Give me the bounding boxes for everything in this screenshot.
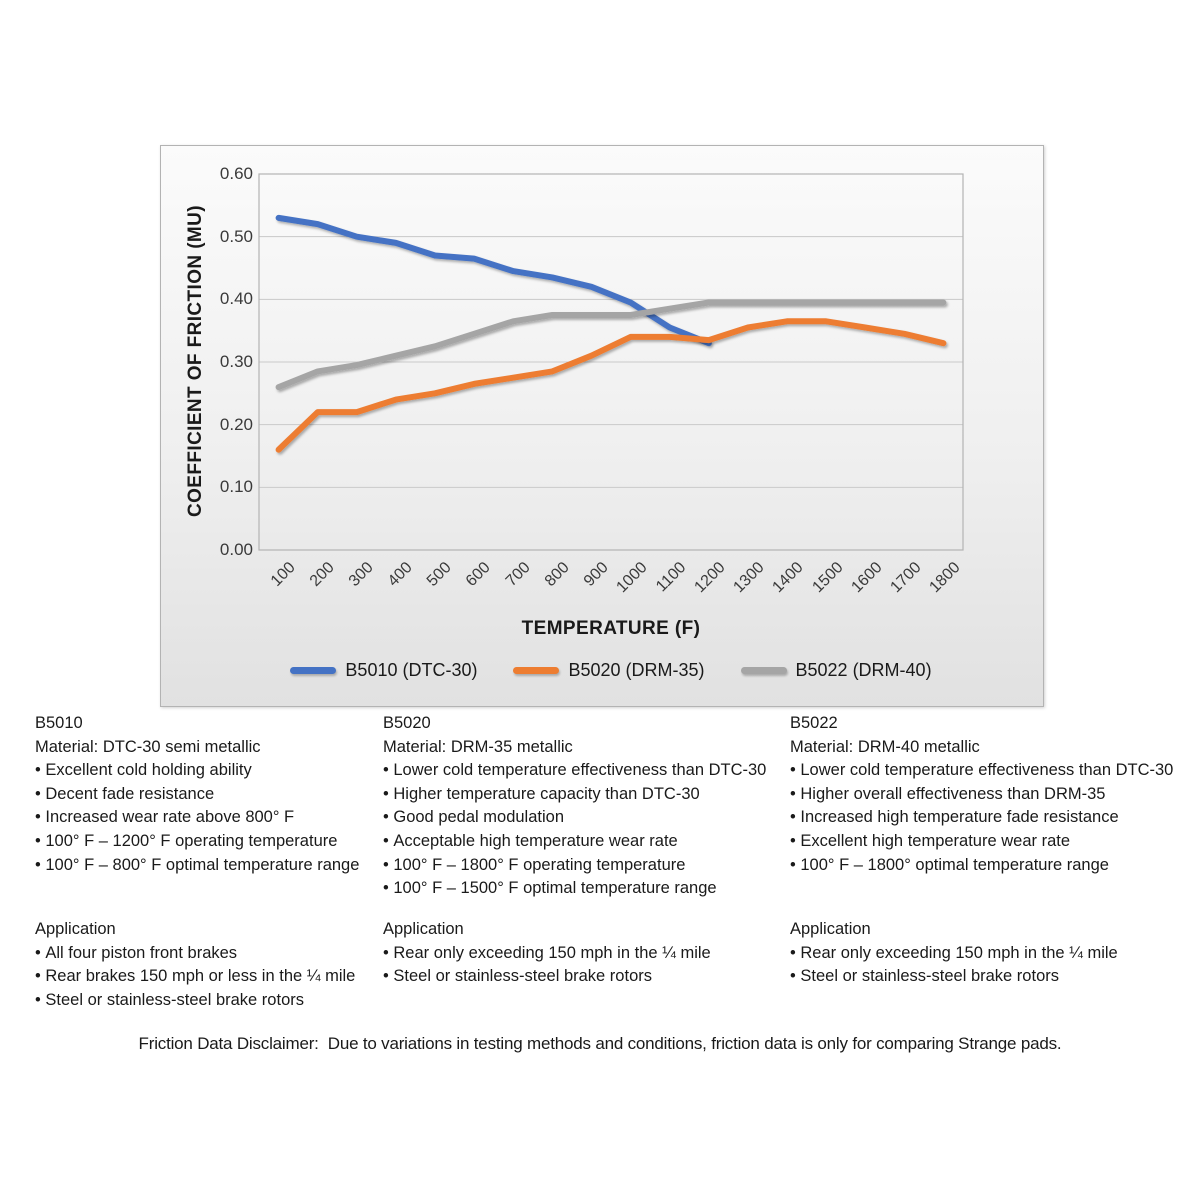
product-bullet: • Lower cold temperature effectiveness than DTC-30 [790,759,1196,783]
x-tick-label: 1300 [730,559,768,597]
application-title: Application [790,920,871,938]
product-spec-b5022 [790,712,1196,918]
x-tick-label: 600 [463,559,495,590]
y-tick-label: 0.50 [219,226,253,246]
y-axis-title: COEFFICIENT OF FRICTION (MU) [185,205,206,517]
x-tick-label: 300 [345,559,377,590]
application-section-b5020 [383,918,787,989]
application-bullet: • Steel or stainless-steel brake rotors [790,965,1196,989]
application-bullet: • Steel or stainless-steel brake rotors [383,965,787,989]
product-bullet: • Higher overall effectiveness than DRM-35 [790,783,1196,807]
product-column-b5020 [383,712,787,989]
product-bullet: • Increased wear rate above 800° F [35,806,380,830]
y-tick-label: 0.10 [219,477,253,497]
application-bullet-list [790,942,1196,989]
x-tick-label: 500 [424,559,456,590]
legend-line-swatch [741,667,787,674]
legend-item-b5010 [290,660,477,681]
y-tick-label: 0.40 [219,289,253,309]
product-spec-b5020 [383,712,787,918]
application-bullet: • Rear only exceeding 150 mph in the ¼ mile [383,942,787,966]
x-tick-label: 1200 [691,559,729,597]
product-bullet: • Increased high temperature fade resistance [790,806,1196,830]
application-bullet: • Rear brakes 150 mph or less in the ¼ mile [35,965,380,989]
application-bullet: • All four piston front brakes [35,942,380,966]
product-material: Material: DTC-30 semi metallic [35,737,261,756]
y-tick-label: 0.00 [219,540,253,559]
product-bullet: • 100° F – 1200° F operating temperature [35,830,380,854]
y-tick-label: 0.60 [219,164,253,183]
application-section-b5010 [35,918,380,1012]
product-bullet: • 100° F – 1500° F optimal temperature range [383,877,787,901]
legend-label: B5010 (DTC-30) [345,660,478,680]
application-section-b5022 [790,918,1196,989]
product-title: B5022 [790,714,838,732]
y-tick-label: 0.20 [219,414,253,434]
application-bullet: • Steel or stainless-steel brake rotors [35,989,380,1013]
product-column-b5022 [790,712,1196,989]
product-bullet: • 100° F – 1800° F operating temperature [383,854,787,878]
product-bullet: • Excellent cold holding ability [35,759,380,783]
legend-line-swatch [513,667,559,674]
product-material: Material: DRM-40 metallic [790,737,980,756]
legend-item-b5022 [741,660,932,681]
application-title: Application [35,920,116,938]
product-bullet-list [35,759,380,877]
x-tick-label: 1400 [769,559,808,597]
product-bullet: • 100° F – 1800° optimal temperature range [790,854,1196,878]
product-bullet: • Acceptable high temperature wear rate [383,830,787,854]
x-tick-label: 1700 [887,559,925,597]
product-title: B5010 [35,714,83,732]
x-tick-label: 400 [385,559,416,590]
x-axis-title: TEMPERATURE (F) [521,618,701,639]
x-tick-label: 200 [306,559,338,590]
x-tick-label: 1000 [613,559,651,597]
chart-legend [259,660,963,681]
product-spec-b5010 [35,712,380,918]
legend-label: B5020 (DRM-35) [568,660,705,680]
x-tick-label: 800 [541,559,573,590]
legend-line-swatch [290,667,336,674]
x-tick-label: 1100 [653,559,690,596]
product-bullet: • Decent fade resistance [35,783,380,807]
legend-item-b5020 [513,660,704,681]
legend-label: B5022 (DRM-40) [795,660,932,680]
disclaimer-text: Friction Data Disclaimer: Due to variations in testing methods and conditions, friction data is only for comparing Strange pads. [138,1034,1062,1053]
product-column-b5010 [35,712,380,1012]
x-tick-label: 900 [580,559,612,590]
product-bullet: • 100° F – 800° F optimal temperature range [35,854,380,878]
series-line-b5020 [279,321,944,449]
x-tick-label: 1500 [808,559,847,597]
y-tick-label: 0.30 [219,352,253,371]
product-title: B5020 [383,714,431,732]
x-tick-label: 1600 [848,559,886,597]
x-tick-label: 1800 [926,559,964,597]
x-tick-label: 100 [267,559,299,590]
application-bullet: • Rear only exceeding 150 mph in the ¼ mile [790,942,1196,966]
product-bullet: • Good pedal modulation [383,806,787,830]
application-bullet-list [35,942,380,1013]
product-bullet-list [383,759,787,901]
x-tick-label: 700 [502,559,534,590]
product-bullet: • Lower cold temperature effectiveness than DTC-30 [383,759,787,783]
application-bullet-list [383,942,787,989]
chart-box [160,145,1044,707]
product-material: Material: DRM-35 metallic [383,737,573,756]
product-bullet-list [790,759,1196,877]
product-bullet: • Excellent high temperature wear rate [790,830,1196,854]
application-title: Application [383,920,464,938]
product-bullet: • Higher temperature capacity than DTC-30 [383,783,787,807]
